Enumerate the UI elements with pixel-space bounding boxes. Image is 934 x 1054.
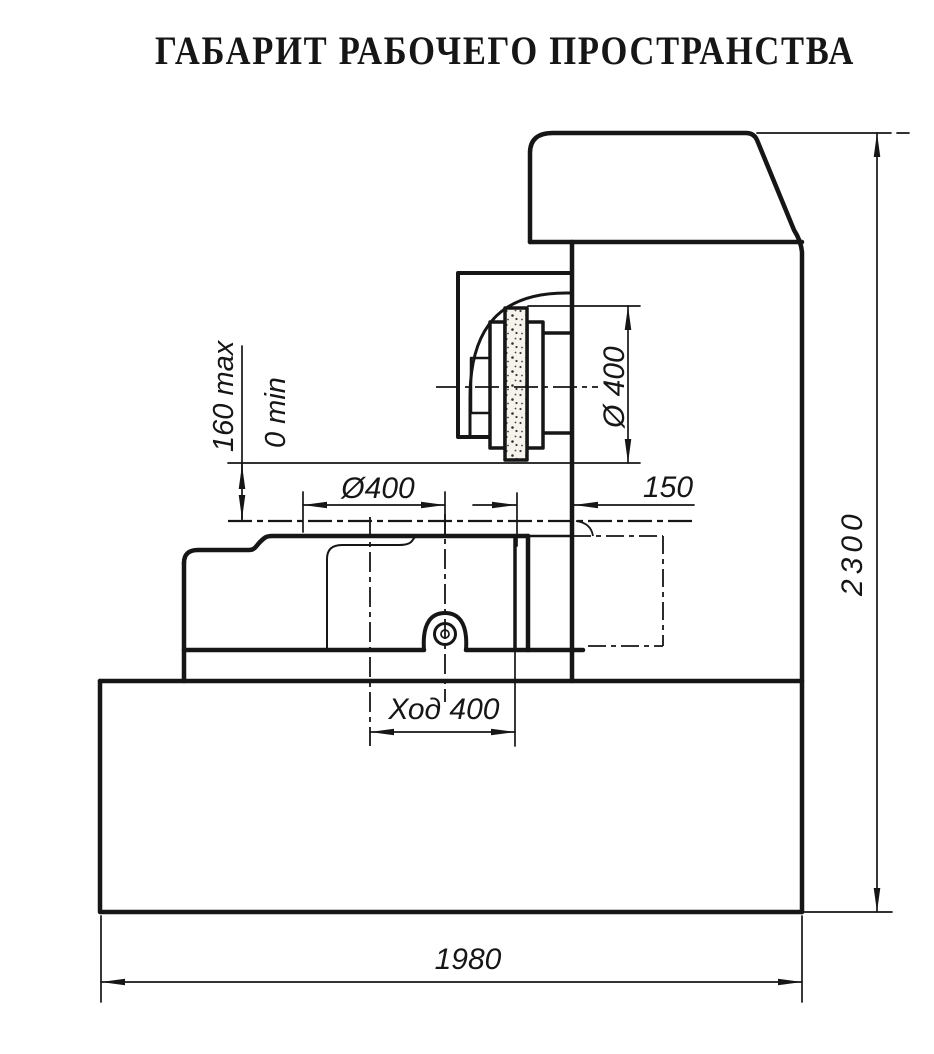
label-vertical-travel-max: 160 max: [208, 340, 240, 452]
label-wheel-diameter: Ø 400: [598, 346, 631, 428]
table-outline-top: [184, 536, 528, 563]
wheel-flange-right: [527, 322, 543, 448]
table-inner-contour: [327, 536, 416, 648]
drawing-title: ГАБАРИТ РАБОЧЕГО ПРОСТРАНСТВА: [155, 28, 855, 73]
label-table-diameter: Ø400: [341, 472, 415, 505]
label-column-offset: 150: [642, 471, 694, 504]
phantom-corner-arc: [576, 521, 593, 536]
grinding-wheel: [505, 308, 527, 460]
wheel-flange-left: [490, 322, 505, 448]
dim-overall-height: [757, 133, 909, 912]
label-table-travel: Ход 400: [388, 693, 500, 726]
label-vertical-travel-min: 0 min: [260, 377, 292, 448]
label-overall-width: 1980: [434, 943, 502, 976]
label-overall-height: 2300: [836, 509, 869, 596]
